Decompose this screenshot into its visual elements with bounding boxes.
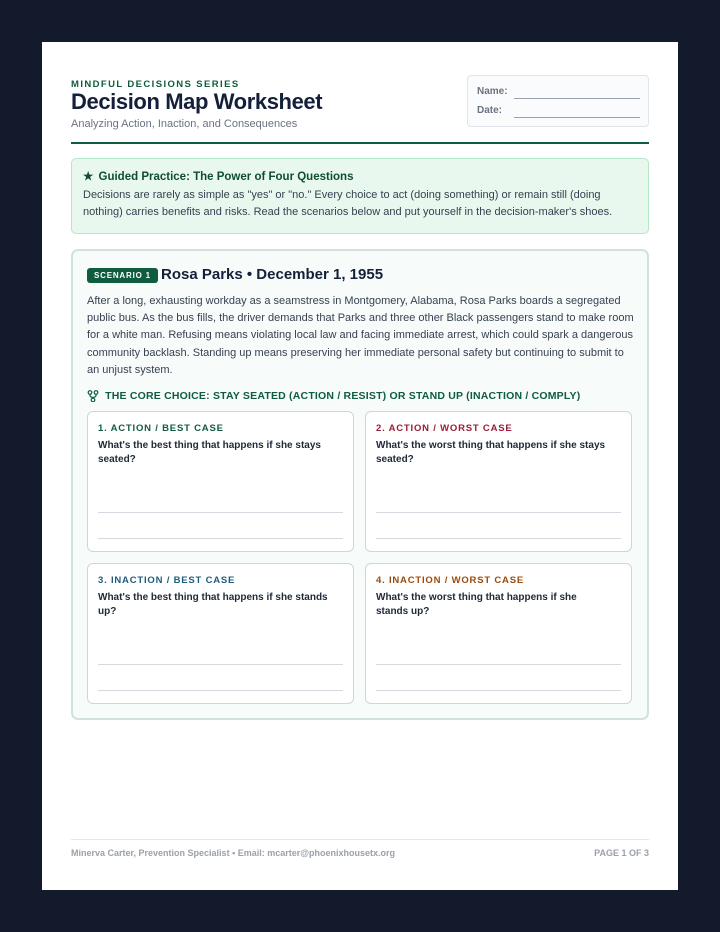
answer-box-inaction-best[interactable] [87,563,354,704]
box-label: 2. ACTION / WORST CASE [376,423,513,434]
page-subtitle: Analyzing Action, Inaction, and Consequences [71,118,298,130]
name-date-box [467,75,649,127]
answer-box-action-worst[interactable] [365,411,632,552]
page-title: Decision Map Worksheet [71,89,323,114]
box-question: What's the worst thing that happens if she stays seated? [376,440,606,465]
footer-divider [71,839,649,840]
date-field[interactable] [477,105,502,116]
star-icon: ★ [83,171,94,183]
guided-practice-box [71,158,649,234]
writing-line[interactable] [376,512,621,513]
page-number: PAGE 1 OF 3 [594,848,649,858]
scenario-title: Rosa Parks • December 1, 1955 [161,266,384,283]
core-choice [87,390,580,402]
footer-contact: Minerva Carter, Prevention Specialist • Email: mcarter@phoenixhousetx.org [71,848,396,858]
box-question: What's the best thing that happens if she stands up? [98,592,328,617]
writing-line[interactable] [98,512,343,513]
writing-line[interactable] [376,690,621,691]
core-choice-text: THE CORE CHOICE: STAY SEATED (ACTION / RESIST) OR STAND UP (INACTION / COMPLY) [105,390,581,402]
worksheet-page [42,42,678,890]
scenario-card [71,249,649,720]
name-label: Name: [477,86,508,97]
guided-practice-text: Decisions are rarely as simple as "yes" or "no." Every choice to act (doing something) or remain still (doing nothing) carries benefits and risks. Read the scenarios below and put yourself in the decision-maker's shoes. [83,189,613,218]
answer-box-inaction-worst[interactable] [365,563,632,704]
writing-line[interactable] [98,664,343,665]
answer-box-action-best[interactable] [87,411,354,552]
header-divider [71,142,649,144]
writing-line[interactable] [376,664,621,665]
box-label: 4. INACTION / WORST CASE [376,575,524,586]
name-field[interactable] [477,86,508,97]
box-question: What's the worst thing that happens if she stands up? [376,592,577,617]
guided-practice-title [83,169,638,183]
writing-line[interactable] [98,538,343,539]
series-label: MINDFUL DECISIONS SERIES [71,79,240,90]
box-label: 3. INACTION / BEST CASE [98,575,236,586]
writing-line[interactable] [98,690,343,691]
branch-icon [87,390,99,402]
writing-line[interactable] [376,538,621,539]
name-line[interactable] [514,98,640,99]
page-content [71,42,649,890]
guided-title-text: Guided Practice: The Power of Four Questions [98,171,354,183]
scenario-text: After a long, exhausting workday as a seamstress in Montgomery, Alabama, Rosa Parks boards a segregated public bus. As the bus fills, the driver demands that Parks and three other Black passengers stand to make room for a white man. Refusing means violating local law and facing immediate arrest, which could spark a dangerous community backlash. Standing up means preserving her immediate personal safety but continuing to submit to an unjust system. [87,295,634,376]
box-question: What's the best thing that happens if she stays seated? [98,440,321,465]
date-label: Date: [477,105,503,116]
date-line[interactable] [514,117,640,118]
scenario-badge: SCENARIO 1 [87,268,158,283]
box-label: 1. ACTION / BEST CASE [98,423,224,434]
